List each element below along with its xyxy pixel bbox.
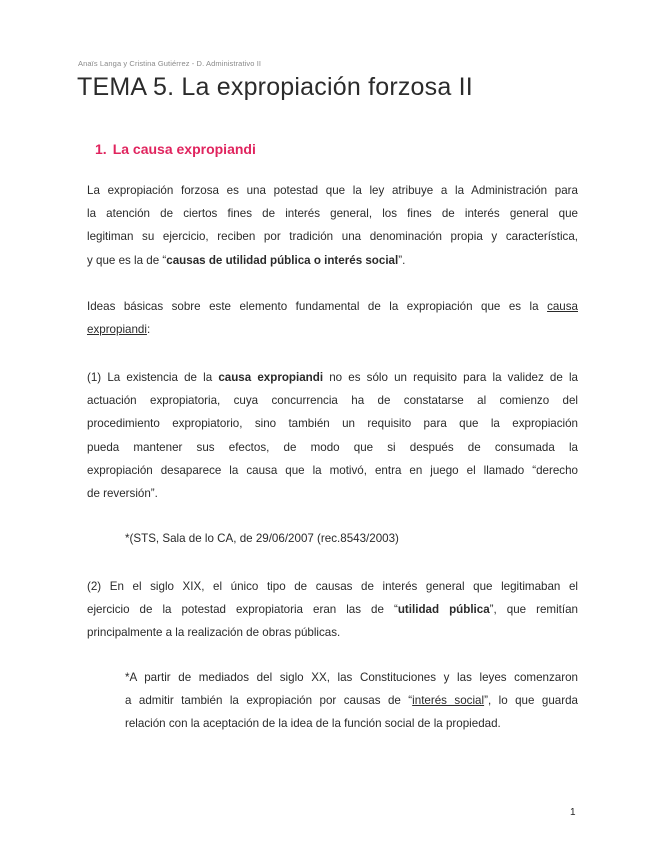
text-run: y que es la de “ <box>87 253 167 267</box>
link-expropiandi[interactable]: expropiandi <box>87 323 147 337</box>
paragraph-line <box>87 318 578 341</box>
paragraph-line <box>125 689 578 712</box>
paragraph-line: expropiación desaparece la causa que la motivó, entra en juego el llamado “derecho <box>87 463 578 477</box>
header-authors-note: Anaïs Langa y Cristina Gutiérrez - D. Administrativo II <box>78 59 262 68</box>
text-run: no es sólo un requisito para la validez de la <box>323 371 578 384</box>
paragraph-note-xx-century <box>125 666 578 736</box>
paragraph-line: (2) En el siglo XIX, el único tipo de causas de interés general que legitimaban el <box>87 580 578 593</box>
paragraph-line <box>87 366 578 389</box>
paragraph-line: relación con la aceptación de la idea de la función social de la propiedad. <box>125 717 501 731</box>
paragraph-line: de reversión”. <box>87 487 158 501</box>
text-run: (1) La existencia de la <box>87 371 219 384</box>
paragraph-line <box>87 598 578 621</box>
link-interes-social[interactable]: interés social <box>412 694 485 708</box>
text-run: ”, que remitían <box>489 603 579 617</box>
text-run: ejercicio de la potestad expropiatoria eran las de “ <box>87 603 398 617</box>
paragraph-line: principalmente a la realización de obras públicas. <box>87 626 341 640</box>
citation-text: *(STS, Sala de lo CA, de 29/06/2007 (rec.8543/2003) <box>125 532 399 545</box>
paragraph-intro <box>87 179 578 272</box>
bold-term: utilidad pública <box>397 603 490 617</box>
paragraph-line <box>87 295 578 318</box>
page-title: TEMA 5. La expropiación forzosa II <box>77 73 473 101</box>
citation-note <box>125 527 578 550</box>
paragraph-ideas <box>87 295 578 341</box>
paragraph-line: pueda mantener sus efectos, de modo que si después de consumada la <box>87 440 578 454</box>
section-heading-text: La causa expropiandi <box>112 141 256 157</box>
text-run: ”. <box>398 253 406 267</box>
paragraph-line: legitiman su ejercicio, reciben por tradición una denominación propia y característica, <box>87 230 578 244</box>
bold-term: causas de utilidad pública o interés social <box>166 253 399 267</box>
text-run: a admitir también la expropiación por causas de “ <box>125 694 413 708</box>
paragraph-line: La expropiación forzosa es una potestad que la ley atribuye a la Administración para <box>87 184 578 197</box>
paragraph-line <box>87 249 578 272</box>
text-run: Ideas básicas sobre este elemento fundamental de la expropiación que es la <box>87 300 548 313</box>
paragraph-line: actuación expropiatoria, cuya concurrencia ha de constatarse al comienzo del <box>87 394 578 408</box>
link-causa[interactable]: causa <box>547 300 578 313</box>
text-run: : <box>146 323 151 337</box>
section-number: 1. <box>95 141 107 157</box>
paragraph-line: *A partir de mediados del siglo XX, las Constituciones y las leyes comenzaron <box>125 671 578 684</box>
section-heading <box>95 141 256 157</box>
paragraph-point-2 <box>87 575 578 645</box>
paragraph-point-1 <box>87 366 578 505</box>
page-number: 1 <box>570 807 576 818</box>
bold-term: causa expropiandi <box>218 371 324 384</box>
paragraph-line: procedimiento expropiatorio, sino también un requisito para que la expropiación <box>87 417 578 431</box>
text-run: ”, lo que guarda <box>484 694 579 708</box>
paragraph-line: la atención de ciertos fines de interés general, los fines de interés general que <box>87 207 578 221</box>
